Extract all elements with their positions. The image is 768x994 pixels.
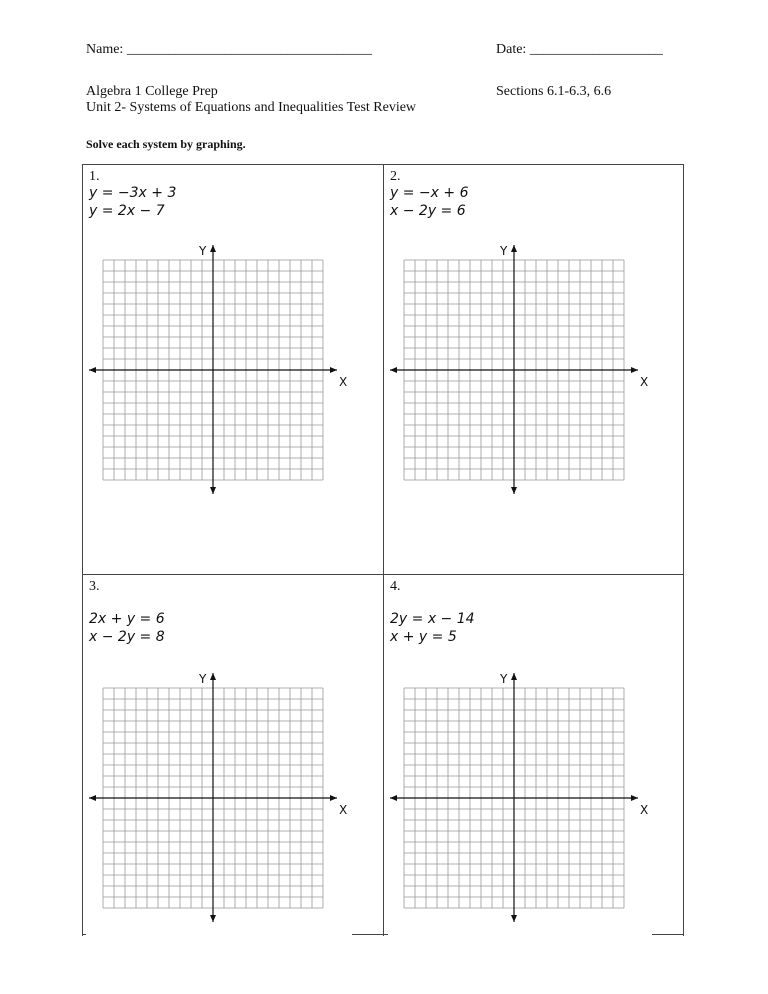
equation-2: x − 2y = 6 <box>390 203 466 219</box>
problem-number: 4. <box>390 579 401 594</box>
y-arrow-up-icon <box>210 673 216 680</box>
grid-svg <box>388 243 650 499</box>
x-arrow-right-icon <box>330 795 337 801</box>
problems-table <box>82 164 684 936</box>
grid-svg <box>87 243 349 499</box>
grid-svg <box>388 671 650 927</box>
course-title: Algebra 1 College Prep <box>86 84 218 99</box>
coordinate-grid[interactable] <box>388 243 650 504</box>
unit-title: Unit 2- Systems of Equations and Inequalities Test Review <box>86 100 417 115</box>
instructions: Solve each system by graphing. <box>86 137 246 151</box>
bottom-edge-right <box>652 934 684 935</box>
equation-1: y = −x + 6 <box>390 185 469 201</box>
x-arrow-left-icon <box>89 795 96 801</box>
x-axis-label: X <box>339 803 348 817</box>
x-axis-label: X <box>640 375 649 389</box>
sections-label: Sections 6.1-6.3, 6.6 <box>496 84 612 99</box>
bottom-edge-mid <box>352 934 388 935</box>
equation-2: x + y = 5 <box>390 629 457 645</box>
equation-2: y = 2x − 7 <box>89 203 165 219</box>
problem-cell-4 <box>383 574 684 936</box>
y-axis-label: Y <box>199 672 207 686</box>
problem-number: 3. <box>89 579 100 594</box>
x-arrow-right-icon <box>330 367 337 373</box>
x-arrow-left-icon <box>390 795 397 801</box>
x-arrow-left-icon <box>390 367 397 373</box>
problem-cell-1 <box>82 164 383 574</box>
y-arrow-down-icon <box>210 915 216 922</box>
problem-cell-2 <box>383 164 684 574</box>
grid-svg <box>87 671 349 927</box>
x-axis-label: X <box>640 803 649 817</box>
x-arrow-left-icon <box>89 367 96 373</box>
x-arrow-right-icon <box>631 367 638 373</box>
y-axis-label: Y <box>199 244 207 258</box>
y-axis-label: Y <box>500 672 508 686</box>
y-arrow-down-icon <box>210 487 216 494</box>
x-axis-label: X <box>339 375 348 389</box>
x-arrow-right-icon <box>631 795 638 801</box>
y-arrow-up-icon <box>511 673 517 680</box>
problem-number: 2. <box>390 169 401 184</box>
equation-2: x − 2y = 8 <box>89 629 165 645</box>
date-field[interactable]: Date: ___________________ <box>496 42 663 57</box>
name-field[interactable]: Name: ___________________________________ <box>86 42 372 57</box>
y-arrow-up-icon <box>511 245 517 252</box>
coordinate-grid[interactable] <box>388 671 650 932</box>
y-arrow-down-icon <box>511 915 517 922</box>
coordinate-grid[interactable] <box>87 243 349 504</box>
bottom-edge-left <box>82 934 86 935</box>
y-arrow-up-icon <box>210 245 216 252</box>
coordinate-grid[interactable] <box>87 671 349 932</box>
equation-1: y = −3x + 3 <box>89 185 177 201</box>
equation-1: 2x + y = 6 <box>89 611 165 627</box>
y-axis-label: Y <box>500 244 508 258</box>
problem-cell-3 <box>82 574 383 936</box>
equation-1: 2y = x − 14 <box>390 611 475 627</box>
y-arrow-down-icon <box>511 487 517 494</box>
problem-number: 1. <box>89 169 100 184</box>
